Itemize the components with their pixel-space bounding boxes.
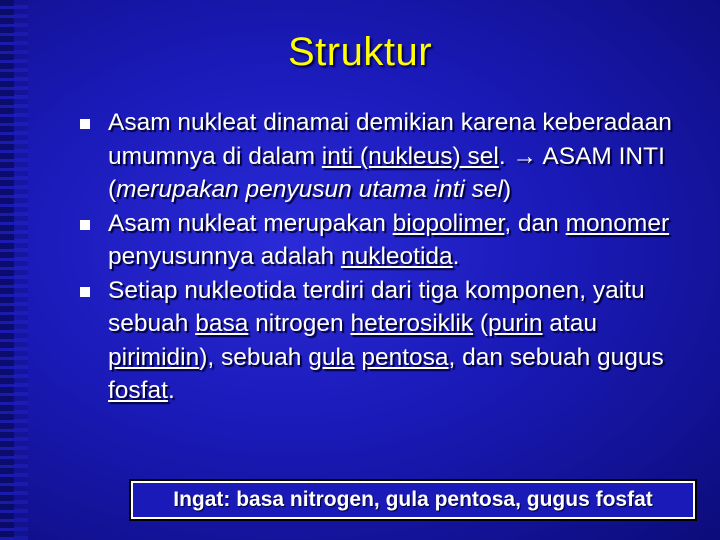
italic-text-segment: merupakan penyusun utama inti sel — [116, 176, 503, 203]
hyperlink-monomer[interactable]: monomer — [565, 209, 670, 237]
decorative-left-strip — [0, 0, 14, 540]
square-bullet-icon — [80, 220, 90, 230]
bullet-item — [80, 274, 690, 408]
text-segment: , dan — [504, 209, 566, 237]
text-segment: ) — [502, 176, 512, 203]
text-segment: , dan sebuah gugus — [448, 343, 664, 371]
hyperlink-purin[interactable]: purin — [488, 310, 543, 337]
text-segment: penyusunnya adalah — [108, 243, 341, 270]
hyperlink-basa[interactable]: basa — [195, 310, 249, 337]
text-segment: . — [452, 243, 460, 270]
text-segment: ), sebuah — [199, 343, 309, 371]
bullet-list — [80, 106, 690, 408]
hyperlink-nukleotida[interactable]: nukleotida — [340, 243, 453, 270]
text-segment: Setiap nukleotida terdiri dari tiga komponen, yaitu sebuah — [108, 276, 645, 337]
hyperlink-heterosiklik[interactable]: heterosiklik — [350, 310, 474, 337]
hyperlink-fosfat[interactable]: fosfat — [108, 377, 168, 404]
text-segment: atau — [542, 310, 597, 337]
text-segment: . — [167, 377, 175, 404]
square-bullet-icon — [80, 287, 90, 297]
square-bullet-icon — [80, 119, 90, 129]
text-segment: ( — [473, 310, 489, 337]
bullet-item — [80, 106, 690, 207]
text-segment: Asam nukleat merupakan — [108, 209, 393, 237]
hyperlink-pentosa[interactable]: pentosa — [361, 343, 449, 371]
hyperlink-inti-nukleus-sel[interactable]: inti (nukleus) sel — [321, 142, 499, 170]
hyperlink-biopolimer[interactable]: biopolimer — [392, 209, 505, 237]
text-segment: nitrogen — [248, 310, 351, 337]
hyperlink-gula[interactable]: gula — [308, 343, 355, 371]
slide-title: Struktur — [287, 30, 433, 74]
text-segment: . → ASAM INTI ( — [108, 142, 665, 203]
text-segment: Asam nukleat dinamai demikian karena keberadaan umumnya di dalam — [108, 109, 672, 170]
bullet-item — [80, 207, 690, 274]
decorative-left-strip-inner — [14, 0, 28, 540]
hyperlink-pirimidin[interactable]: pirimidin — [108, 343, 200, 371]
reminder-box: Ingat: basa nitrogen, gula pentosa, gugus fosfat — [131, 481, 695, 519]
